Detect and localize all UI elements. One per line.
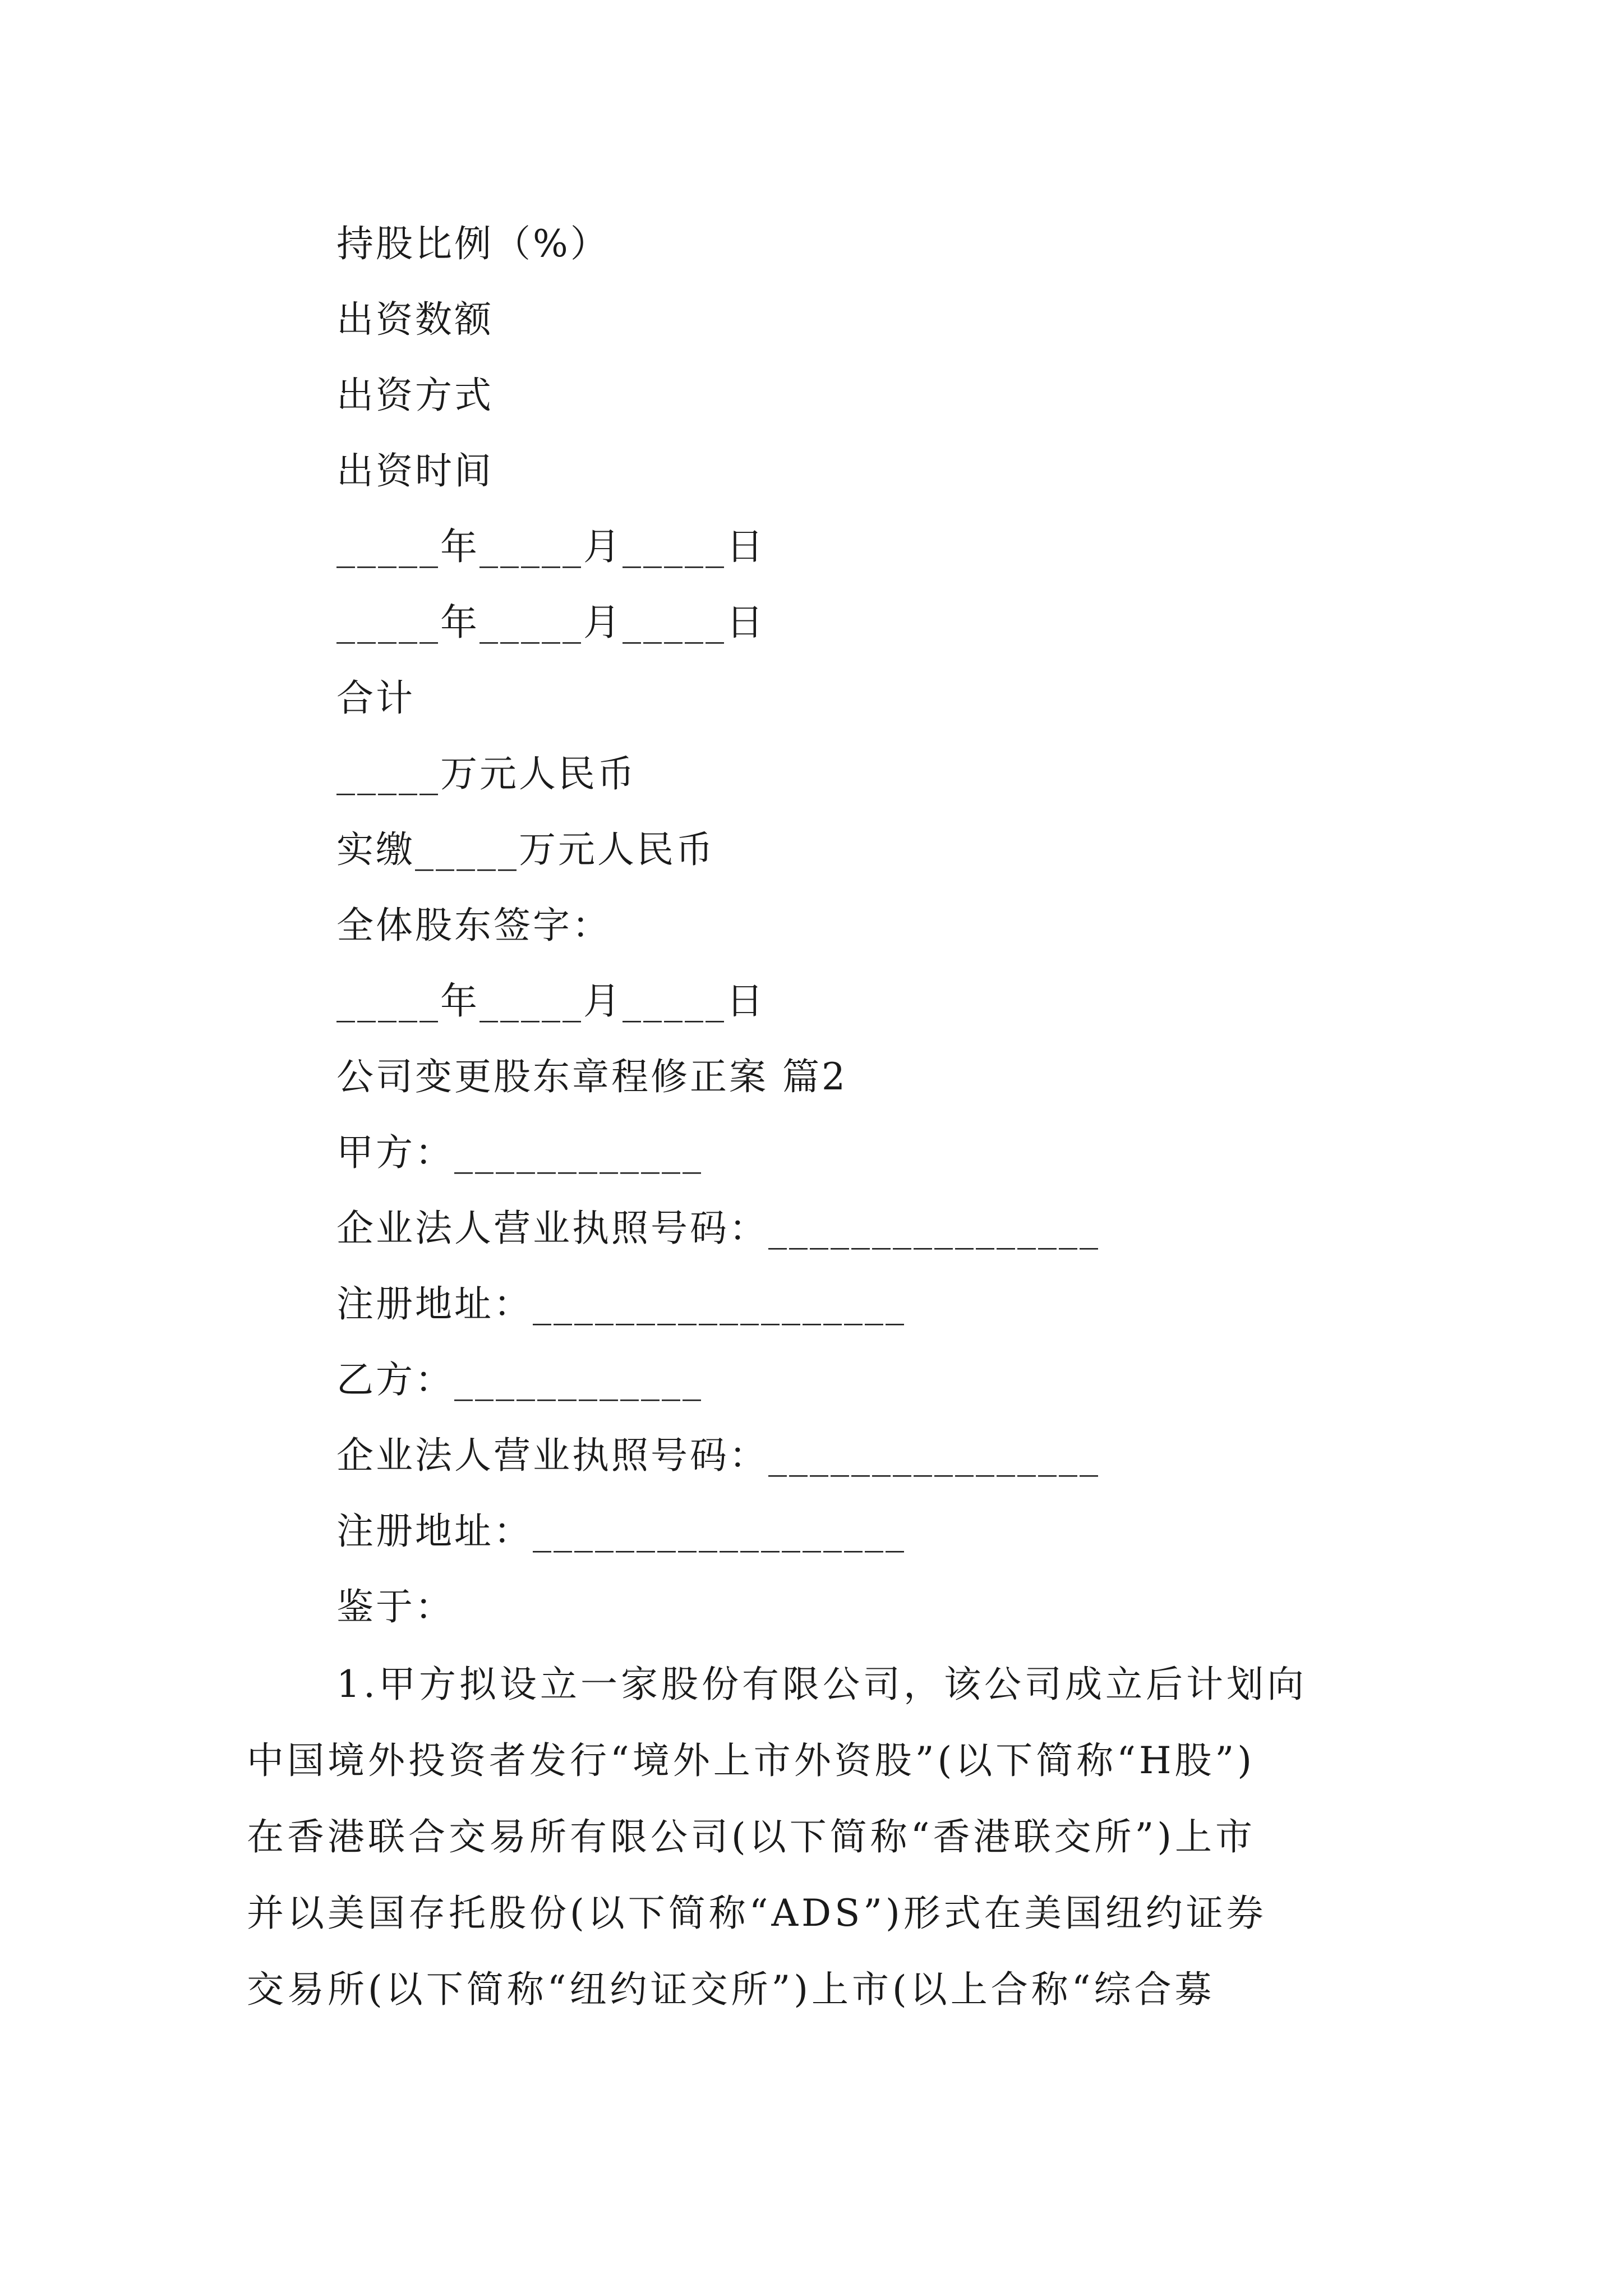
paid-in-amount: 实缴_____万元人民币	[336, 828, 715, 871]
shareholding-ratio-label: 持股比例（%）	[336, 222, 610, 265]
party-a-address-field: 注册地址：__________________	[336, 1282, 906, 1326]
date-line: _____年_____月_____日	[336, 979, 766, 1023]
whereas-label: 鉴于：	[336, 1585, 454, 1628]
party-b-field: 乙方：____________	[336, 1358, 703, 1401]
paragraph-line: 中国境外投资者发行“境外上市外资股”(以下简称“H股”)	[247, 1739, 1256, 1782]
capital-time-label: 出资时间	[336, 449, 494, 493]
capital-method-label: 出资方式	[336, 374, 494, 417]
party-a-field: 甲方：____________	[336, 1131, 703, 1174]
party-b-address-field: 注册地址：__________________	[336, 1510, 906, 1553]
total-amount: _____万元人民币	[336, 752, 637, 795]
paragraph-line: 并以美国存托股份(以下简称“ADS”)形式在美国纽约证券	[247, 1892, 1267, 1935]
whereas-clause-1	[247, 1646, 1430, 2028]
section-heading: 公司变更股东章程修正案 篇2	[336, 1055, 847, 1098]
total-label: 合计	[336, 677, 415, 720]
date-line: _____年_____月_____日	[336, 601, 766, 644]
party-b-license-field: 企业法人营业执照号码：________________	[336, 1434, 1100, 1477]
capital-amount-label: 出资数额	[336, 298, 494, 341]
date-line: _____年_____月_____日	[336, 525, 766, 568]
party-a-license-field: 企业法人营业执照号码：________________	[336, 1207, 1100, 1250]
shareholders-signature-label: 全体股东签字：	[336, 904, 611, 947]
paragraph-line: 交易所(以下简称“纽约证交所”)上市(以上合称“综合募	[247, 1968, 1215, 2011]
paragraph-line: 1.甲方拟设立一家股份有限公司，该公司成立后计划向	[336, 1663, 1307, 1706]
paragraph-line: 在香港联合交易所有限公司(以下简称“香港联交所”)上市	[247, 1815, 1256, 1858]
